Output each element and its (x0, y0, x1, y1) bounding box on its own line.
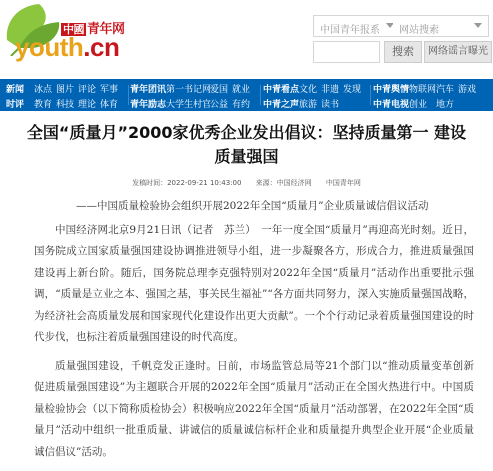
nav-group-media (373, 79, 493, 111)
nav-item[interactable]: 公益 (210, 100, 229, 110)
nav-item[interactable]: 发现 (343, 85, 362, 95)
nav-item[interactable]: 旅游 (299, 100, 318, 110)
article-title: 全国“质量月”2000家优秀企业发出倡议：坚持质量第一 建设 质量强国 (26, 123, 467, 166)
nav-item[interactable]: 科技 (56, 100, 75, 110)
nav-item[interactable]: 理论 (78, 100, 97, 110)
nav-item[interactable]: 文化 (299, 85, 318, 95)
nav-item[interactable]: 非遗 (321, 85, 340, 95)
nav-group-sections (34, 79, 130, 111)
brand-chinese: 中國 青年网 (63, 22, 125, 37)
nav-item[interactable]: 游戏 (458, 85, 477, 95)
nav-divider (128, 85, 129, 105)
site-header (0, 0, 493, 72)
nav-item[interactable]: 图片 (56, 85, 75, 95)
nav-item[interactable]: 第一书记网 (166, 85, 212, 95)
nav-divider (370, 85, 371, 105)
nav-group-culture (263, 79, 371, 111)
rumor-report-button[interactable]: 网络谣言曝光 (424, 41, 492, 63)
search-button[interactable]: 搜索 (384, 41, 422, 63)
article-body (34, 196, 485, 470)
nav-item[interactable]: 就业 (232, 85, 251, 95)
nav-item[interactable]: 物联网 (409, 85, 437, 95)
nav-item[interactable]: 教育 (34, 100, 53, 110)
nav-item[interactable]: 爱国 (210, 85, 229, 95)
chevron-down-icon (474, 23, 482, 28)
nav-group-youth (130, 79, 280, 111)
nav-group-news (6, 79, 30, 111)
nav-item[interactable]: 时评 (6, 100, 25, 110)
article-source: 来源：中国经济网 (255, 179, 312, 187)
nav-item[interactable]: 青年励志 (130, 100, 167, 110)
nav-item[interactable]: 大学生村官 (166, 100, 212, 110)
article-paragraph: 质量强国建设，千帆竞发正逢时。日前，市场监管总局等21个部门以“推动质量变革创新 促进质量强国建设”为主题联合开展的2022年全国“质量月”活动正在全国火热进行中。中国质量检验协会（以下简称质检协会）积极响应2022年全国“质量月”活动部署，在2022年全国“质量月”活动中组织一批重质量、讲诚信的质量诚信标杆企业和质量提升典型企业开展“企业质量诚信倡议”活动。 (34, 359, 485, 458)
article-meta (0, 178, 493, 188)
nav-item[interactable]: 中青舆情 (373, 85, 410, 95)
site-name: 中国青年网 (325, 179, 361, 187)
site-logo[interactable] (3, 2, 153, 68)
nav-item[interactable]: 青年团讯 (130, 85, 167, 95)
nav-item[interactable]: 有约 (232, 100, 251, 110)
nav-item[interactable]: 军事 (100, 85, 119, 95)
nav-item[interactable]: 中青之声 (263, 100, 300, 110)
main-nav (0, 79, 493, 111)
search-type-select[interactable]: 网站搜索 (393, 15, 489, 37)
nav-item[interactable]: 中青看点 (263, 85, 300, 95)
nav-item[interactable]: 地方 (436, 100, 455, 110)
publish-time: 发稿时间：2022-09-21 10:43:00 (132, 179, 242, 187)
nav-item[interactable]: 读书 (321, 100, 340, 110)
nav-item[interactable]: 体育 (100, 100, 119, 110)
nav-item[interactable]: 新闻 (6, 85, 25, 95)
nav-item[interactable]: 创业 (409, 100, 428, 110)
search-input[interactable] (313, 41, 380, 63)
search-scope-select[interactable]: 中国青年报系 (313, 15, 401, 37)
article-subtitle: ——中国质量检验协会组织开展2022年全国“质量月”企业质量诚信倡议活动 (76, 200, 429, 212)
nav-item[interactable]: 中青电视 (373, 100, 410, 110)
nav-item[interactable]: 冰点 (34, 85, 53, 95)
nav-item[interactable]: 评论 (78, 85, 97, 95)
brand-domain: youth.cn (15, 32, 120, 62)
article-paragraph: 中国经济网北京9月21日讯（记者 苏兰） 一年一度全国“质量月”再迎高光时刻。近日，国务院成立国家质量强国建设协调推进领导小组，进一步凝聚各方，形成合力，推进质量强国建设再上新台阶。随后，国务院总理李克强特别对2022年全国“质量月”活动作出重要批示强调，“质量是立业之本、强国之基，事关民生福祉”“各方面共同努力，深入实施质量强国战略，为经济社会高质量发展和国家现代化建设作出更大贡献”。一个个行动记录着质量强国建设的时代步伐，也标注着质量强国建设的时代高度。 (34, 223, 474, 343)
nav-divider (260, 85, 261, 105)
nav-item[interactable]: 汽车 (436, 85, 455, 95)
